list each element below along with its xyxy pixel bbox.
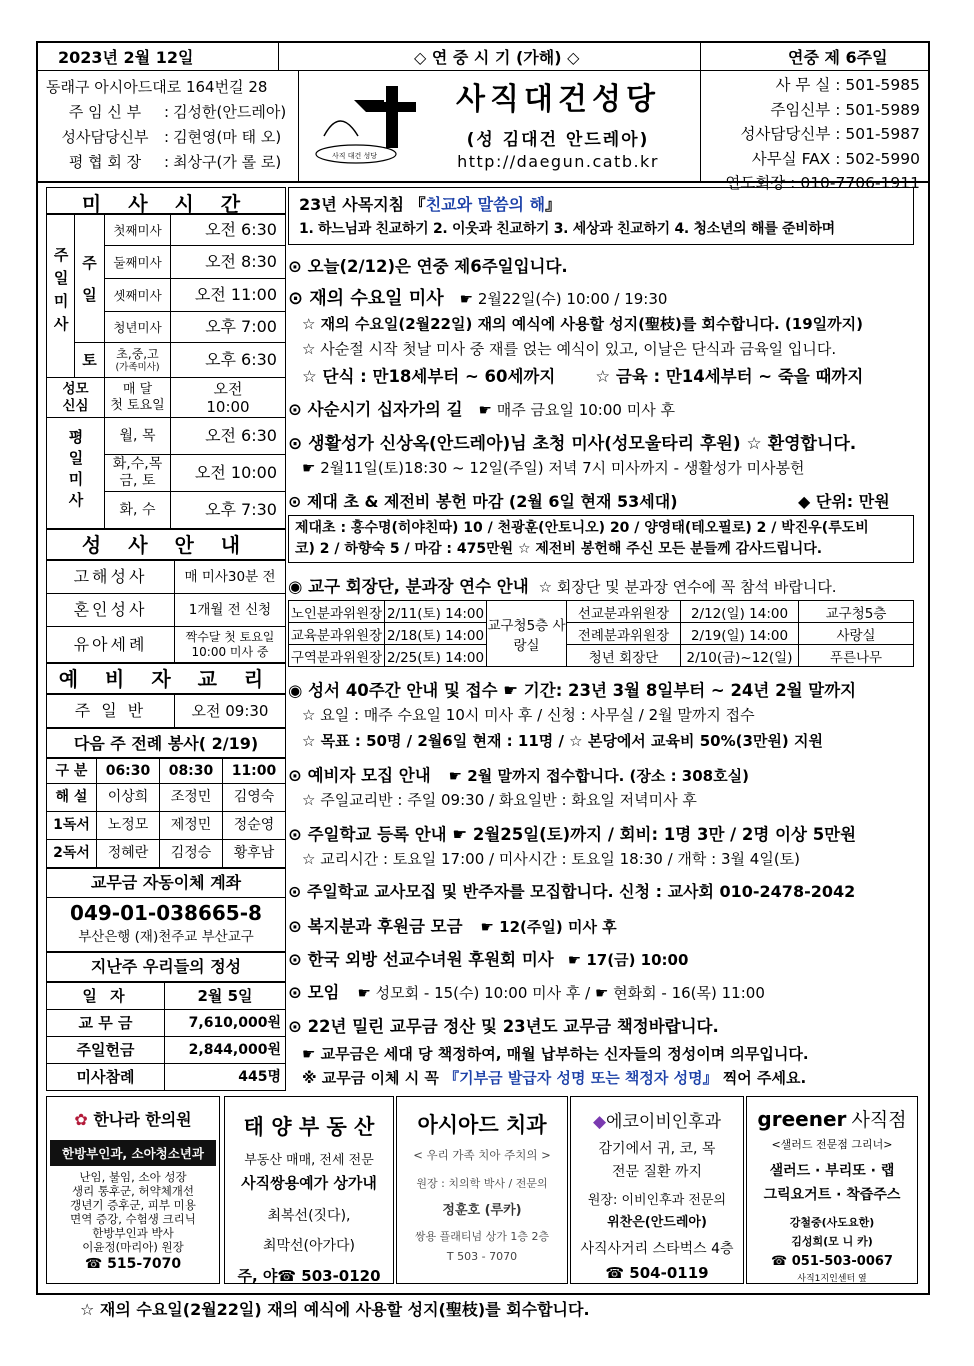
sacrament-info: 매 미사30분 전 [175,561,286,594]
notice-line: ☆ 재의 수요일(2월22일) 재의 예식에 사용할 성지(聖枝)를 회수합니다. (19일까지) [302,315,863,333]
logo-text: 사직 대건 성당 [332,152,378,160]
mass-time: 오후 7:30 [171,492,286,529]
notice-line: ⊙ 한국 외방 선교수녀원 후원회 미사 ☛ 17(금) 10:00 [288,950,689,969]
mass-name: 둘째미사 [105,246,171,279]
training-table: 노인분과위원장 2/11(토) 14:00 교구청5층 사랑실 선교분과위원장 2/12(일) 14:00 교구청5층 교육분과위원장 2/18(토) 14:00 전례분과위원장 2/19(일) 14:00 사랑실 구역분과위원장 2/25(토) 14:00 청년 회장단 2/10(금)~12(일) 푸른나무 [288,600,914,667]
notice-line: ⊙ 복지분과 후원금 모금 ☛ 12(주일) 미사 후 [288,917,617,936]
ad-phone: ☎ 515-7070 [84,1256,182,1272]
notice-line: ◉ 교구 회장단, 분과장 연수 안내 ☆ 회장단 및 분과장 연수에 꼭 참석 바랍니다. [288,577,837,596]
ad-phone: ☎ 051-503-0067 [771,1254,893,1269]
offering-table: 일 자 2월 5일 교 무 금 7,610,000원 주일헌금 2,844,000원 미사참례 445명 [46,982,286,1091]
mass-time: 오전 6:30 [171,418,286,455]
mass-time: 오전 6:30 [171,215,286,246]
ad-hannara [46,1096,220,1284]
duty-row: 해 설 이상희 조정민 김영숙 [47,784,286,812]
holyhour-when: 매 달 첫 토요일 [105,378,171,418]
notice-line: ⊙ 주일학교 교사모집 및 반주자를 모집합니다. 신청 : 교사회 010-2478-2042 [288,882,856,901]
notice-line: ⊙ 재의 수요일 미사 ☛ 2월22일(수) 10:00 / 19:30 [288,288,668,309]
sacrament-table [46,560,286,663]
duty-title: 다음 주 전례 봉사( 2/19) [46,728,286,758]
holyhour-time: 오전 10:00 [171,378,286,418]
saturday-label: 토 [75,343,105,378]
mass-name: 청년미사 [105,312,171,343]
catechumen-class: 주 일 반 [47,695,175,728]
ad-name: ✿ 한나라 한의원 [74,1110,192,1129]
training-place: 푸른나무 [799,645,914,667]
council-president-row: 평 협 회 장 : 최상구(가 롤 로) [68,153,282,171]
training-place: 사랑실 [799,623,914,645]
notice-line: ☆ 요일 : 매주 수요일 10시 미사 후 / 신청 : 사무실 / 2월 말까지 접수 [302,706,755,724]
bulletin-date: 2023년 2월 12일 [58,48,194,67]
mass-name: 초,중,고 (가족미사) [105,343,171,378]
notice-line: ☆ 사순절 시작 첫날 미사 중 재를 얹는 예식이 있고, 이날은 단식과 금육일 입니다. [302,340,837,358]
contact-office: 사 무 실 : 501-5985 [775,76,920,94]
mass-time: 오전 8:30 [171,246,286,279]
notice-line: ⊙ 사순시기 십자가의 길 ☛ 매주 금요일 10:00 미사 후 [288,400,675,419]
notice-line: ⊙ 주일학교 등록 안내 ☛ 2월25일(토)까지 / 회비: 1명 3만 / 2명 이상 5만원 [288,825,857,844]
contact-sacrament-priest: 성사담당신부 : 501-5987 [740,125,920,143]
footer-note: ☆ 재의 수요일(2월22일) 재의 예식에 사용할 성지(聖枝)를 회수합니다. [80,1300,590,1319]
notice-line: ☆ 단식 : 만18세부터 ~ 60세까지 ☆ 금육 : 만14세부터 ~ 죽을 때까지 [302,367,864,386]
notice-line: ⊙ 예비자 모집 안내 ☛ 2월 말까지 접수합니다. (장소 : 308호실) [288,766,749,785]
pastor-row: 주 임 신 부 : 김성한(안드레아) [68,103,287,121]
ad-body: 난임, 불임, 소아 성장 생리 통후군, 허약체개선 갱년기 증후군, 피부 미용 면역 증강, 수험생 크리닉 한방부인과 박사 이윤정(마리아) 원장 [70,1170,196,1254]
clinic-logo-icon: ◆ [592,1112,607,1132]
mass-time: 오후 6:30 [171,343,286,378]
mass-time: 오전 11:00 [171,279,286,312]
parish-url[interactable]: http://daegun.catb.kr [457,152,659,171]
parish-subtitle: (성 김대건 안드레아) [466,130,650,150]
mass-name: 화,수,목 금, 토 [105,455,171,492]
contact-fax: 사무실 FAX : 502-5990 [751,149,920,168]
notice-line: ⊙ 모임 ☛ 성모회 - 15(수) 10:00 미사 후 / ☛ 현화회 - 16(목) 11:00 [288,983,765,1002]
donation-box: 제대초 : 홍수명(히야친따) 10 / 천광훈(안토니오) 20 / 양영태(테오필로) 2 / 박진우(루도비 코) 2 / 하향숙 5 / 마감 : 475만원 ☆ 제전비 봉헌해 주신 모든 분들께 감사드립니다. [288,515,914,563]
notice-line: ⊙ 생활성가 신상옥(안드레아)님 초청 미사(성모울타리 후원) ☆ 환영합니다. [288,434,857,454]
ad-band: 한방부인과, 소아청소년과 [50,1140,216,1166]
sunday-mass-label: 주일미사 [47,215,75,378]
duty-table: 구 분 06:30 08:30 11:00 해 설 이상희 조정민 김영숙 1독서 노정모 제정민 정순영 2독서 정혜란 김정승 황후남 [46,758,286,868]
notice-line: ☆ 주일교리반 : 주일 09:30 / 화요일반 : 화요일 저녁미사 후 [302,791,697,809]
account-bank: 부산은행 (재)천주교 부산교구 [78,929,254,945]
parish-logo-icon [310,80,422,172]
contact-memorial-chair: 연도회장 : 010-7706-1911 [725,174,920,192]
ad-greener: greener 사직점 <샐러드 전문점 그리너> 샐러드 · 부리또 · 랩 그릭요거트 · 착즙주스 강철중(사도요한) 김성희(모 니 카) ☎ 051-503-0067 사직1지인센터 옆 [746,1096,918,1284]
ad-name: greener 사직점 [757,1107,907,1131]
mass-time: 오전 10:00 [171,455,286,492]
notice-line: ⊙ 오늘(2/12)은 연중 제6주일입니다. [288,257,568,276]
notice-line: ☛ 교무금은 세대 당 책정하여, 매월 납부하는 신자들의 정성이며 의무입니다. [302,1045,809,1063]
holyhour-label: 성모 신심 [47,378,105,418]
contact-pastor: 주임신부 : 501-5989 [770,100,920,119]
header-left-info [46,75,296,175]
mass-times-table [46,214,286,529]
duty-row: 1독서 노정모 제정민 정순영 [47,812,286,840]
training-place: 교구청5층 사랑실 [487,601,567,667]
duty-row: 2독서 정혜란 김정승 황후남 [47,840,286,868]
account-box [46,898,286,952]
ad-taeyang: 태 양 부 동 산 부동산 매매, 전세 전문 사직쌍용예가 상가내 최복선(짓다), 최막선(아가다) 주, 야☎ 503-0120 [224,1096,394,1284]
notice-line: ※ 교무금 이체 시 꼭 『기부금 발급자 성명 또는 책정자 성명』 찍어 주세요. [302,1069,807,1087]
notice-line: ☆ 교리시간 : 토요일 17:00 / 미사시간 : 토요일 18:30 / 개학 : 3월 4일(토) [302,850,801,868]
address: 동래구 아시아드대로 164번길 28 [46,78,268,96]
pastoral-policy-box: 23년 사목지침 『친교와 말씀의 해』 1. 하느님과 친교하기 2. 이웃과 친교하기 3. 세상과 친교하기 4. 청소년의 해를 준비하며 [288,187,914,245]
weekday-mass-label: 평일미사 [47,418,105,529]
notice-line: ◉ 성서 40주간 안내 및 접수 ☛ 기간: 23년 3월 8일부터 ~ 24년 2월 말까지 [288,681,857,700]
sunday-label: 주 일 [75,215,105,343]
ad-eco-ent: ◆에코이비인후과 감기에서 귀, 코, 목 전문 질환 까지 원장: 이비인후과 전문의 위찬은(안드레아) 사직사거리 스타벅스 4층 ☎ 504-0119 [570,1096,744,1284]
top-bar [36,41,930,71]
header-right-contacts [695,73,920,196]
mass-time: 오후 7:00 [171,312,286,343]
mass-times-title: 미 사 시 간 [46,187,286,214]
sacrament-info: 1개월 전 신청 [175,594,286,627]
unit-note: ◆ 단위: 만원 [798,492,890,511]
notice-line: ☛ 2월11일(토)18:30 ~ 12일(주일) 저녁 7시 미사까지 - 생활성가 미사봉헌 [302,459,805,477]
account-title: 교무금 자동이체 계좌 [46,868,286,898]
notice-line: ☆ 목표 : 50명 / 2월6일 현재 : 11명 / ☆ 본당에서 교육비 50%(3만원) 지원 [302,732,823,750]
sacrament-name: 혼인성사 [47,594,175,627]
left-column [46,187,286,1093]
sacrament-info: 짝수달 첫 토요일 10:00 미사 중 [175,627,286,663]
mass-name: 화, 수 [105,492,171,529]
catechumen-table [46,694,286,728]
offering-title: 지난주 우리들의 정성 [46,952,286,982]
liturgical-week: 연중 제 6주일 [788,48,888,67]
flower-icon: ✿ [74,1110,88,1129]
ad-name: ◆에코이비인후과 [592,1112,722,1132]
liturgical-season: ◇ 연 중 시 기 (가해) ◇ [414,48,580,67]
ad-asiad-dental: 아시아드 치과 < 우리 가족 치아 주치의 > 원장 : 치의학 박사 / 전문의 정훈호 (루카) 쌍용 플래티넘 상가 1층 2층 T 503 - 7070 [396,1096,568,1284]
catechumen-title: 예 비 자 교 리 [46,663,286,694]
sacrament-name: 고해성사 [47,561,175,594]
notice-line: ⊙ 22년 밀린 교무금 정산 및 23년도 교무금 책정바랍니다. [288,1017,719,1036]
parish-title: 사직대건성당 [456,82,660,117]
mass-name: 첫째미사 [105,215,171,246]
training-place: 교구청5층 [799,601,914,623]
ads-row [46,1096,918,1286]
mass-name: 셋째미사 [105,279,171,312]
sacrament-title: 성 사 안 내 [46,529,286,560]
sacrament-name: 유아세례 [47,627,175,663]
catechumen-time: 오전 09:30 [175,695,286,728]
sacrament-priest-row: 성사담당신부 : 김현영(마 태 오) [61,128,282,146]
notice-line: ⊙ 제대 초 & 제전비 봉헌 마감 (2월 6일 현재 53세대) [288,492,678,511]
mass-name: 월, 목 [105,418,171,455]
ad-phone: 주, 야☎ 503-0120 [237,1267,381,1284]
account-number: 049-01-038665-8 [70,901,262,925]
ad-phone: ☎ 504-0119 [605,1264,709,1282]
